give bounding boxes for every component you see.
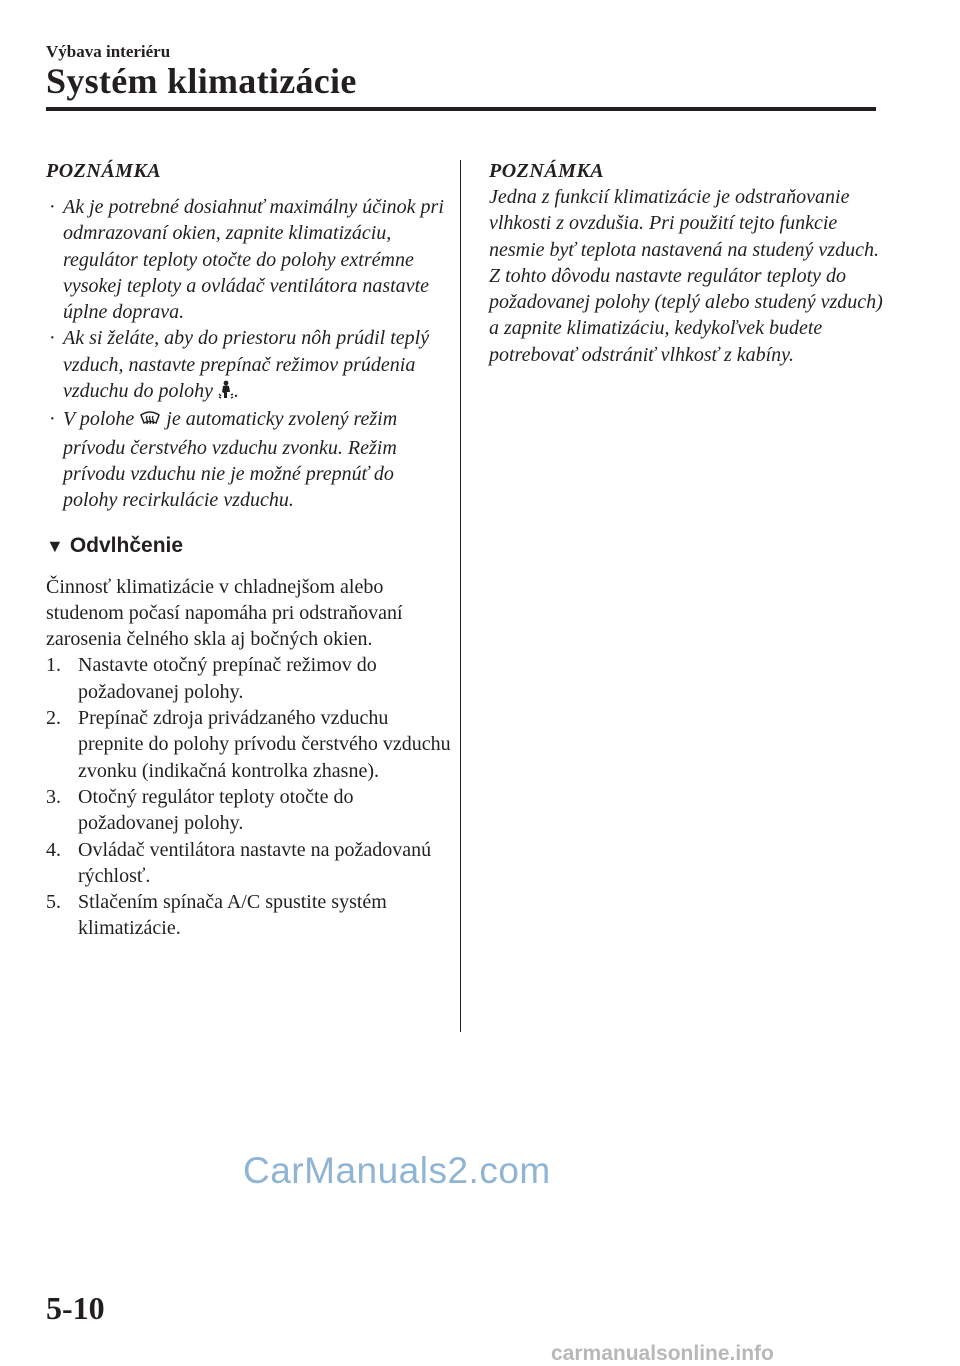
step-item [46,837,451,890]
note-heading: POZNÁMKA [489,160,605,182]
step-list [46,652,451,941]
intro-paragraph: Činnosť klimatizácie v chladnejšom alebo studenom počasí napomáha pri odstraňovaní zarosenia čelného skla aj bočných okien. [46,575,403,651]
step-text: Prepínač zdroja privádzaného vzduchu prepnite do polohy prívodu čerstvého vzduchu zvonku (indikačná kontrolka zhasne). [78,707,451,782]
step-number: 4. [46,838,61,861]
section-heading-text: Odvlhčenie [69,533,184,557]
step-text: Otočný regulátor teploty otočte do požadovanej polohy. [78,785,354,835]
watermark: CarManuals2.com [243,1150,551,1191]
step-item [46,705,451,784]
bullet: · [49,196,56,218]
section-label: Výbava interiéru [46,42,171,61]
right-column [489,158,884,368]
step-item [46,784,451,837]
step-item [46,652,451,705]
bullet: · [49,327,56,350]
step-number: 5. [46,891,61,914]
note-item-text-end: . [233,380,239,403]
note-item-text: Ak si želáte, aby do priestoru nôh prúdil teplý vzduch, nastavte prepínač režimov prúdenia vzduchu do polohy [63,327,430,403]
note-item [46,325,451,406]
note-item [46,406,451,513]
bullet: · [49,408,56,431]
windshield-defrost-icon [139,408,161,434]
note-item [46,194,451,325]
step-text: Nastavte otočný prepínač režimov do požadovanej polohy. [78,654,377,703]
column-divider [460,160,461,1032]
footer-site-link[interactable]: carmanualsonline.info [551,1342,774,1365]
note-item-text: Ak je potrebné dosiahnuť maximálny účinok pri odmrazovaní okien, zapnite klimatizáciu, regulátor teploty otočte do polohy extrémne vysokej teploty a ovládač ventilátora nastavte úplne doprava. [63,196,444,324]
step-text: Ovládač ventilátora nastavte na požadovanú rýchlosť. [78,838,432,887]
floor-airflow-mode-icon [218,380,234,406]
step-number: 1. [46,654,61,677]
note-item-text: V polohe [63,408,140,431]
page-number: 5-10 [46,1290,105,1326]
left-column [46,158,451,942]
step-text: Stlačením spínača A/C spustite systém klimatizácie. [78,891,387,940]
section-heading [46,534,451,558]
note-item-text-end: je automaticky zvolený režim prívodu čerstvého vzduchu zvonku. Režim prívodu vzduchu nie je možné prepnúť do polohy recirkulácie vzduchu. [63,408,398,512]
note-heading: POZNÁMKA [46,160,162,182]
step-number: 3. [46,785,61,808]
title-rule [46,107,876,111]
page-title: Systém klimatizácie [46,61,357,101]
step-number: 2. [46,707,61,730]
note-list [46,194,451,514]
step-item [46,889,451,942]
note-text: Jedna z funkcií klimatizácie je odstraňovanie vlhkosti z ovzdušia. Pri použití tejto funkcie nesmie byť teplota nastavená na studený vzduch. Z tohto dôvodu nastavte regulátor teploty do požadovanej polohy (teplý alebo studený vzduch) a zapnite klimatizáciu, kedykoľvek budete potrebovať odstrániť vlhkosť z kabíny. [489,186,883,366]
section-marker-icon: ▼ [46,535,64,556]
